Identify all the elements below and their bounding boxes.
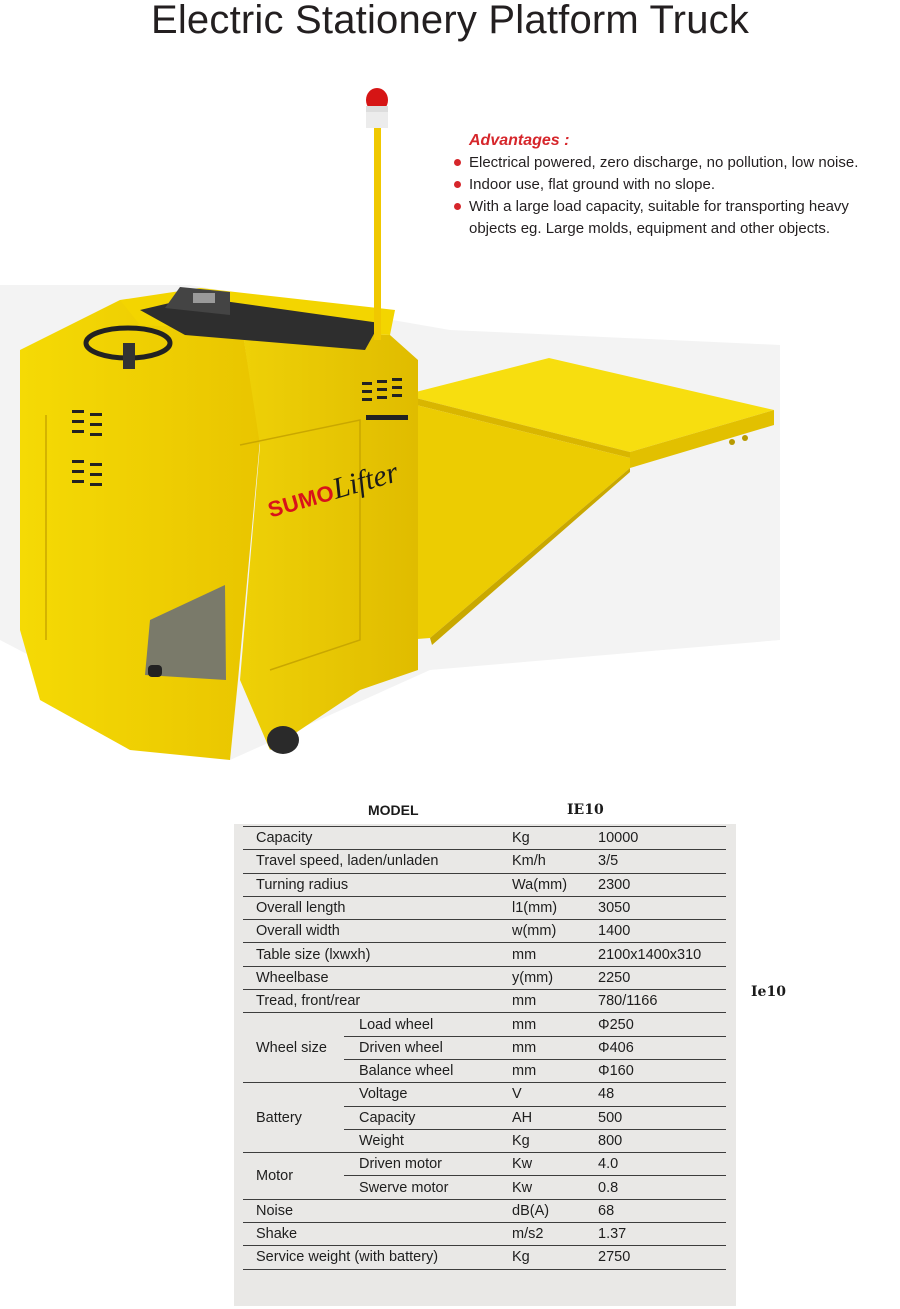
- table-row: [243, 1083, 726, 1106]
- bullet-icon: [454, 159, 461, 166]
- spec-name: Tread, front/rear: [243, 990, 506, 1013]
- table-row: [243, 873, 726, 896]
- spec-unit: w(mm): [506, 920, 590, 943]
- bullet-icon: [454, 203, 461, 210]
- spec-value: 2750: [590, 1246, 726, 1269]
- table-row: [243, 990, 726, 1013]
- spec-value: 1400: [590, 920, 726, 943]
- spec-unit: mm: [506, 1059, 590, 1082]
- table-row: [243, 1246, 726, 1269]
- advantage-item: Indoor use, flat ground with no slope.: [452, 174, 900, 196]
- spec-name: Weight: [344, 1129, 506, 1152]
- advantage-item: With a large load capacity, suitable for transporting heavy objects eg. Large molds, equipment and other objects.: [452, 196, 899, 240]
- spec-name: Balance wheel: [344, 1059, 506, 1082]
- side-model-label: Ie10: [751, 984, 786, 1000]
- spec-value: 2100x1400x310: [590, 943, 726, 966]
- spec-unit: Km/h: [506, 850, 590, 873]
- spec-unit: Wa(mm): [506, 873, 590, 896]
- table-row: [243, 1223, 726, 1246]
- spec-unit: mm: [506, 943, 590, 966]
- advantages-section: [452, 130, 900, 240]
- spec-name: Noise: [243, 1199, 506, 1222]
- brand-sumo: SUMO: [264, 479, 338, 523]
- model-value: IE10: [567, 802, 604, 818]
- group-label-motor: Motor: [243, 1153, 344, 1200]
- spec-name: Overall width: [243, 920, 506, 943]
- advantages-list: [452, 152, 900, 240]
- spec-unit: Kw: [506, 1176, 590, 1199]
- spec-value: 48: [590, 1083, 726, 1106]
- spec-value: 10000: [590, 827, 726, 850]
- spec-name: Capacity: [344, 1106, 506, 1129]
- brand-lifter: Lifter: [328, 455, 402, 506]
- table-row: [243, 943, 726, 966]
- spec-unit: y(mm): [506, 966, 590, 989]
- spec-unit: m/s2: [506, 1223, 590, 1246]
- drive-wheel: [267, 726, 299, 754]
- spec-name: Travel speed, laden/unladen: [243, 850, 506, 873]
- spec-value: Φ406: [590, 1036, 726, 1059]
- spec-value: 3050: [590, 896, 726, 919]
- spec-value: 0.8: [590, 1176, 726, 1199]
- spec-name: Driven wheel: [344, 1036, 506, 1059]
- spec-name: Driven motor: [344, 1153, 506, 1176]
- advantage-item: Electrical powered, zero discharge, no pollution, low noise.: [452, 152, 900, 174]
- spec-value: 500: [590, 1106, 726, 1129]
- group-label-battery: Battery: [243, 1083, 344, 1153]
- table-row: [243, 1013, 726, 1036]
- spec-unit: Kw: [506, 1153, 590, 1176]
- spec-name: Capacity: [243, 827, 506, 850]
- cab-body: [20, 300, 260, 760]
- spec-name: Service weight (with battery): [243, 1246, 506, 1269]
- spec-unit: Kg: [506, 827, 590, 850]
- spec-unit: Kg: [506, 1129, 590, 1152]
- spec-value: 68: [590, 1199, 726, 1222]
- spec-value: 3/5: [590, 850, 726, 873]
- table-row: [243, 920, 726, 943]
- spec-value: Φ160: [590, 1059, 726, 1082]
- bullet-icon: [454, 181, 461, 188]
- advantages-title: Advantages :: [469, 132, 570, 149]
- spec-unit: dB(A): [506, 1199, 590, 1222]
- model-label: MODEL: [368, 802, 419, 818]
- beacon-pole: [374, 126, 381, 340]
- spec-name: Overall length: [243, 896, 506, 919]
- spec-value: 2250: [590, 966, 726, 989]
- spec-unit: Kg: [506, 1246, 590, 1269]
- spec-unit: mm: [506, 990, 590, 1013]
- page-title: Electric Stationery Platform Truck: [150, 0, 750, 42]
- table-row: [243, 1199, 726, 1222]
- table-row: [243, 850, 726, 873]
- spec-unit: mm: [506, 1013, 590, 1036]
- spec-name: Load wheel: [344, 1013, 506, 1036]
- spec-name: Table size (lxwxh): [243, 943, 506, 966]
- spec-value: 800: [590, 1129, 726, 1152]
- spec-name: Swerve motor: [344, 1176, 506, 1199]
- spec-name: Shake: [243, 1223, 506, 1246]
- spec-value: Φ250: [590, 1013, 726, 1036]
- spec-name: Wheelbase: [243, 966, 506, 989]
- spec-unit: mm: [506, 1036, 590, 1059]
- spec-value: 1.37: [590, 1223, 726, 1246]
- spec-name: Voltage: [344, 1083, 506, 1106]
- spec-value: 2300: [590, 873, 726, 896]
- spec-value: 780/1166: [590, 990, 726, 1013]
- spec-table: [243, 826, 726, 1270]
- table-row: [243, 896, 726, 919]
- spec-unit: AH: [506, 1106, 590, 1129]
- group-label-wheel-size: Wheel size: [243, 1013, 344, 1083]
- spec-unit: l1(mm): [506, 896, 590, 919]
- spec-name: Turning radius: [243, 873, 506, 896]
- spec-unit: V: [506, 1083, 590, 1106]
- table-row: [243, 827, 726, 850]
- table-row: [243, 966, 726, 989]
- table-row: [243, 1153, 726, 1176]
- spec-value: 4.0: [590, 1153, 726, 1176]
